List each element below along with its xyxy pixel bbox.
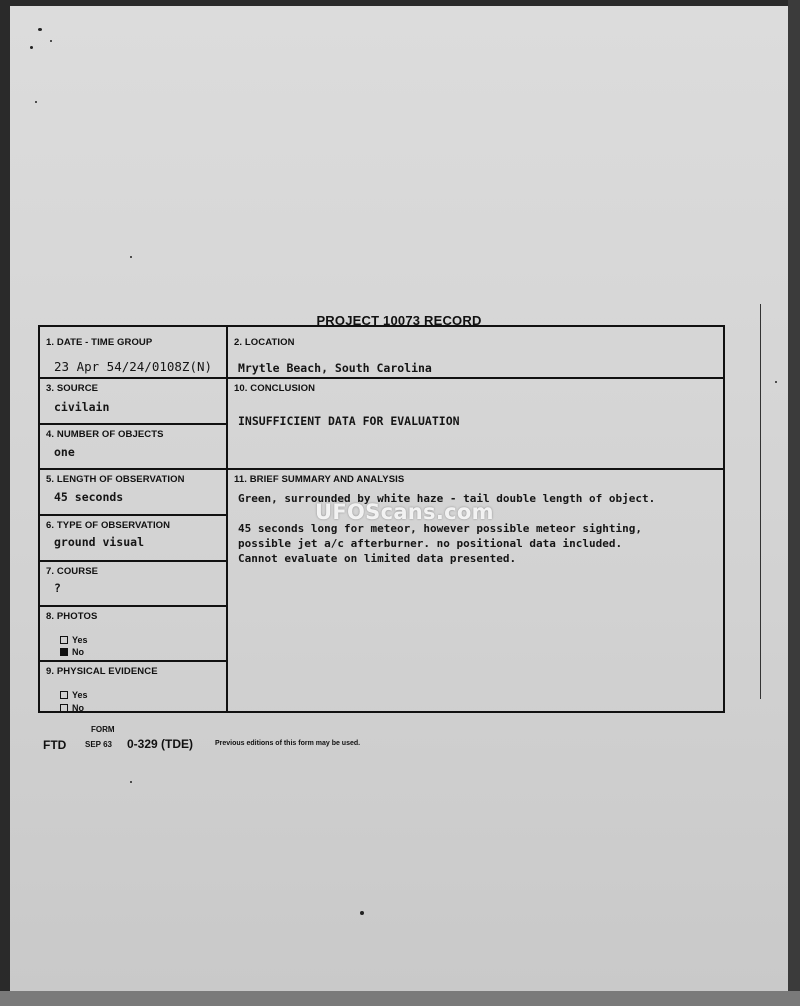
row-divider: [40, 560, 226, 562]
scan-speck: [775, 381, 777, 383]
photos-yes-label: Yes: [72, 635, 88, 645]
date-time-value: 23 Apr 54/24/0108Z(N): [54, 359, 213, 374]
physical-evidence-yes-option[interactable]: [60, 690, 88, 700]
physical-evidence-yes-checkbox[interactable]: [60, 691, 68, 699]
conclusion-value: INSUFFICIENT DATA FOR EVALUATION: [238, 414, 460, 428]
row-divider: [40, 514, 226, 516]
row-divider: [40, 423, 226, 425]
footer-ftd: FTD: [43, 738, 67, 752]
scan-speck: [35, 101, 37, 103]
location-value: Mrytle Beach, South Carolina: [238, 361, 432, 375]
footer-previous-editions: Previous editions of this form may be used.: [215, 740, 361, 747]
page-edge-line: [760, 304, 761, 699]
row-divider: [40, 660, 226, 662]
date-time-label: 1. DATE - TIME GROUP: [46, 337, 153, 348]
physical-evidence-yes-label: Yes: [72, 690, 88, 700]
scan-border-right: [788, 0, 800, 1006]
photos-no-option[interactable]: [60, 647, 84, 657]
course-value: ?: [54, 581, 61, 595]
physical-evidence-label: 9. PHYSICAL EVIDENCE: [46, 666, 158, 677]
summary-line: possible jet a/c afterburner. no positional data included.: [238, 537, 623, 550]
summary-line: 45 seconds long for meteor, however possible meteor sighting,: [238, 522, 642, 535]
summary-label: 11. BRIEF SUMMARY AND ANALYSIS: [234, 474, 405, 485]
scan-speck: [50, 40, 52, 42]
scan-speck: [38, 28, 42, 31]
row-divider: [40, 468, 723, 470]
type-of-observation-label: 6. TYPE OF OBSERVATION: [46, 520, 171, 531]
number-of-objects-value: one: [54, 445, 75, 459]
photos-yes-option[interactable]: [60, 635, 88, 645]
location-label: 2. LOCATION: [234, 337, 295, 348]
scan-speck: [30, 46, 33, 49]
summary-line: Cannot evaluate on limited data presented.: [238, 552, 517, 565]
number-of-objects-label: 4. NUMBER OF OBJECTS: [46, 429, 164, 440]
physical-evidence-no-label: No: [72, 703, 84, 713]
form-title: PROJECT 10073 RECORD: [316, 313, 482, 328]
watermark: UFOScans.com: [315, 500, 494, 524]
footer-form-number: 0-329 (TDE): [127, 737, 194, 751]
physical-evidence-no-option[interactable]: [60, 703, 84, 713]
photos-yes-checkbox[interactable]: [60, 636, 68, 644]
scan-speck: [360, 911, 364, 915]
row-divider: [40, 377, 723, 379]
conclusion-label: 10. CONCLUSION: [234, 383, 316, 394]
physical-evidence-no-checkbox[interactable]: [60, 704, 68, 712]
photos-no-label: No: [72, 647, 84, 657]
summary-line: Green, surrounded by white haze - tail double length of object.: [238, 492, 656, 505]
footer-edition-date: SEP 63: [85, 740, 112, 749]
scan-border-bottom: [0, 991, 800, 1006]
length-of-observation-value: 45 seconds: [54, 490, 124, 504]
length-of-observation-label: 5. LENGTH OF OBSERVATION: [46, 474, 185, 485]
type-of-observation-value: ground visual: [54, 535, 145, 549]
source-value: civilain: [54, 400, 110, 414]
photos-label: 8. PHOTOS: [46, 611, 98, 622]
column-divider: [226, 327, 228, 711]
footer-form-word: FORM: [91, 725, 115, 734]
scan-speck: [130, 256, 132, 258]
photos-no-checkbox[interactable]: [60, 648, 68, 656]
scan-speck: [130, 781, 132, 783]
source-label: 3. SOURCE: [46, 383, 99, 394]
row-divider: [40, 605, 226, 607]
document-page: [10, 6, 788, 991]
course-label: 7. COURSE: [46, 566, 99, 577]
